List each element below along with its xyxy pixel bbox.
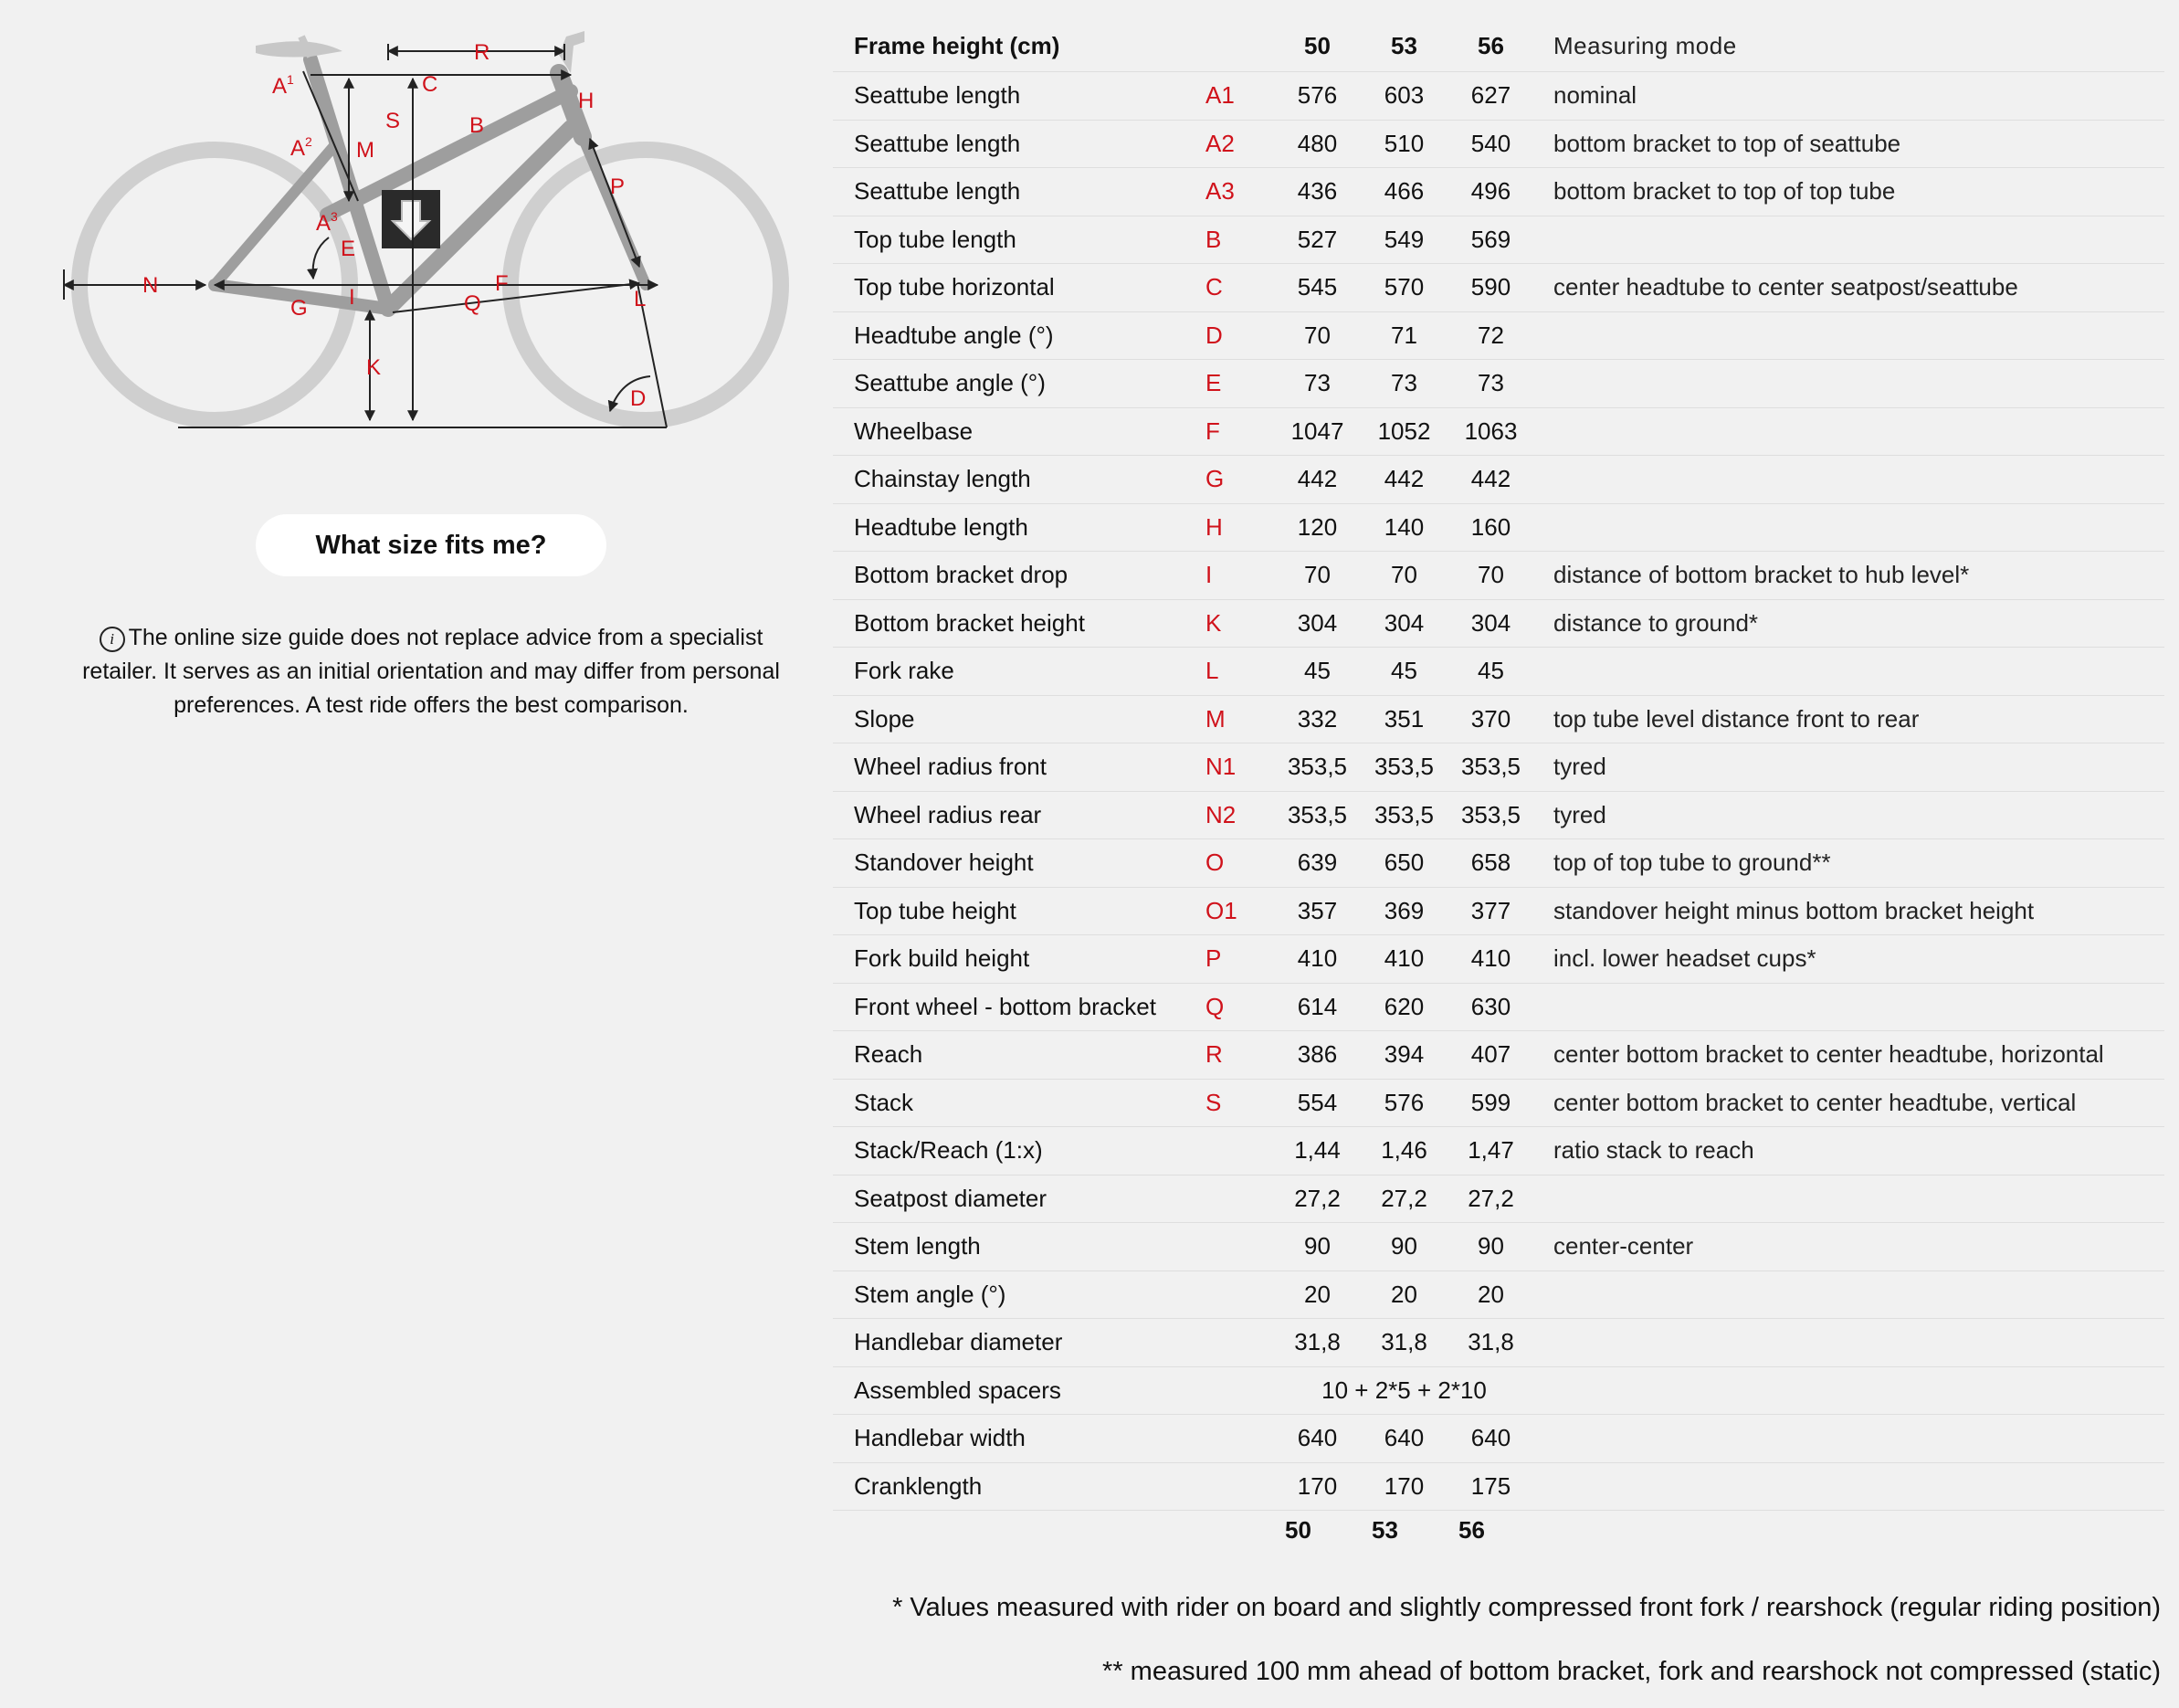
row-code (1205, 1270, 1274, 1319)
row-measuring-mode: tyred (1534, 743, 2164, 792)
row-code (1205, 1366, 1274, 1415)
header-measuring-mode: Measuring mode (1553, 31, 1737, 59)
row-code (1205, 1223, 1274, 1271)
label-h: H (578, 89, 595, 113)
row-value-56: 70 (1447, 552, 1534, 600)
row-measuring-mode (1534, 983, 2164, 1031)
label-s: S (385, 109, 401, 133)
row-value-56: 370 (1447, 695, 1534, 743)
row-code: S (1205, 1079, 1274, 1127)
row-name: Seattube length (833, 72, 1205, 121)
row-code: O1 (1205, 887, 1274, 935)
row-measuring-mode (1534, 648, 2164, 696)
row-code: F (1205, 407, 1274, 456)
row-code: L (1205, 648, 1274, 696)
row-measuring-mode: center bottom bracket to center headtube, vertical (1534, 1079, 2164, 1127)
row-name: Wheel radius front (833, 743, 1205, 792)
row-value-53: 394 (1361, 1031, 1447, 1080)
row-value-50: 27,2 (1274, 1175, 1361, 1223)
row-value-50: 576 (1274, 72, 1361, 121)
row-value-56: 599 (1447, 1079, 1534, 1127)
row-name: Seatpost diameter (833, 1175, 1205, 1223)
row-value-56: 496 (1447, 168, 1534, 216)
row-value-56: 540 (1447, 120, 1534, 168)
row-value-56: 640 (1447, 1415, 1534, 1463)
label-l: L (634, 287, 647, 311)
row-value-53: 650 (1361, 839, 1447, 888)
row-code: A1 (1205, 72, 1274, 121)
row-value-50: 353,5 (1274, 743, 1361, 792)
label-g: G (290, 296, 308, 321)
row-value-50: 436 (1274, 168, 1361, 216)
row-name: Bottom bracket height (833, 599, 1205, 648)
row-value-56: 90 (1447, 1223, 1534, 1271)
row-code: O (1205, 839, 1274, 888)
row-name: Seattube length (833, 168, 1205, 216)
row-value-56: 20 (1447, 1270, 1534, 1319)
row-measuring-mode: standover height minus bottom bracket height (1534, 887, 2164, 935)
row-measuring-mode (1534, 503, 2164, 552)
row-measuring-mode: center-center (1534, 1223, 2164, 1271)
row-code: P (1205, 935, 1274, 984)
row-code (1205, 1415, 1274, 1463)
row-measuring-mode: top of top tube to ground** (1534, 839, 2164, 888)
footer-size-56: 56 (1458, 1516, 1485, 1544)
row-value-50: 554 (1274, 1079, 1361, 1127)
row-measuring-mode: top tube level distance front to rear (1534, 695, 2164, 743)
footnote-1: * Values measured with rider on board and slightly compressed front fork / rearshock (regular riding position) (892, 1593, 2161, 1622)
row-value-53: 442 (1361, 456, 1447, 504)
row-name: Fork build height (833, 935, 1205, 984)
row-name: Fork rake (833, 648, 1205, 696)
row-value-56: 410 (1447, 935, 1534, 984)
row-value-53: 549 (1361, 216, 1447, 264)
label-q: Q (464, 291, 481, 316)
row-name: Chainstay length (833, 456, 1205, 504)
row-value-53: 73 (1361, 360, 1447, 408)
row-value-56: 353,5 (1447, 743, 1534, 792)
row-name: Handlebar width (833, 1415, 1205, 1463)
row-value-56: 630 (1447, 983, 1534, 1031)
row-value-50: 442 (1274, 456, 1361, 504)
row-code (1205, 1127, 1274, 1176)
what-size-fits-me-button[interactable]: What size fits me? (256, 514, 606, 576)
row-value-53: 70 (1361, 552, 1447, 600)
info-icon: i (100, 627, 125, 652)
label-r: R (474, 40, 490, 65)
row-name: Top tube horizontal (833, 264, 1205, 312)
header-size-50: 50 (1304, 31, 1331, 59)
row-value-56: 658 (1447, 839, 1534, 888)
row-measuring-mode: tyred (1534, 791, 2164, 839)
row-code: H (1205, 503, 1274, 552)
label-m: M (356, 138, 374, 163)
row-code (1205, 1175, 1274, 1223)
row-value-50: 386 (1274, 1031, 1361, 1080)
row-value-50: 31,8 (1274, 1319, 1361, 1367)
table-row (833, 935, 2164, 984)
notice-text: The online size guide does not replace advice from a specialist retailer. It serves as an initial orientation and may differ from personal preferences. A test ride offers the best comparison. (82, 625, 780, 718)
row-value-53: 620 (1361, 983, 1447, 1031)
table-row (833, 264, 2164, 312)
footer-size-53: 53 (1372, 1516, 1398, 1544)
footnote-2: ** measured 100 mm ahead of bottom bracket, fork and rearshock not compressed (static) (1102, 1657, 2161, 1686)
row-value-53: 31,8 (1361, 1319, 1447, 1367)
row-value-50: 70 (1274, 552, 1361, 600)
row-measuring-mode (1534, 1175, 2164, 1223)
table-row (833, 791, 2164, 839)
row-measuring-mode (1534, 1366, 2164, 1415)
row-name: Stack (833, 1079, 1205, 1127)
row-code: E (1205, 360, 1274, 408)
row-name: Stem length (833, 1223, 1205, 1271)
row-value-56: 377 (1447, 887, 1534, 935)
row-value-56: 304 (1447, 599, 1534, 648)
row-value-53: 45 (1361, 648, 1447, 696)
row-name: Bottom bracket drop (833, 552, 1205, 600)
table-header-row (833, 20, 2164, 72)
table-row (833, 839, 2164, 888)
row-value-56: 407 (1447, 1031, 1534, 1080)
row-value-53: 140 (1361, 503, 1447, 552)
row-name: Slope (833, 695, 1205, 743)
table-row (833, 1415, 2164, 1463)
label-e: E (341, 237, 356, 261)
row-measuring-mode: center headtube to center seatpost/seattube (1534, 264, 2164, 312)
header-frame-height: Frame height (cm) (854, 31, 1060, 59)
row-name: Handlebar diameter (833, 1319, 1205, 1367)
row-name: Wheelbase (833, 407, 1205, 456)
row-code: M (1205, 695, 1274, 743)
row-code: G (1205, 456, 1274, 504)
table-row (833, 1031, 2164, 1080)
row-value-53: 27,2 (1361, 1175, 1447, 1223)
table-row (833, 1079, 2164, 1127)
row-value-53: 304 (1361, 599, 1447, 648)
row-name: Stem angle (°) (833, 1270, 1205, 1319)
row-code: B (1205, 216, 1274, 264)
row-value-56: 569 (1447, 216, 1534, 264)
header-size-56: 56 (1478, 31, 1504, 59)
row-value-56: 1,47 (1447, 1127, 1534, 1176)
row-value-50: 545 (1274, 264, 1361, 312)
row-value-56: 45 (1447, 648, 1534, 696)
row-value-53: 466 (1361, 168, 1447, 216)
row-value-53: 170 (1361, 1462, 1447, 1511)
row-name: Top tube height (833, 887, 1205, 935)
row-measuring-mode (1534, 407, 2164, 456)
row-value-53: 570 (1361, 264, 1447, 312)
row-value-50: 1,44 (1274, 1127, 1361, 1176)
row-value-53: 353,5 (1361, 743, 1447, 792)
row-value-53: 603 (1361, 72, 1447, 121)
saddle (256, 41, 342, 57)
row-code: N2 (1205, 791, 1274, 839)
row-name: Wheel radius rear (833, 791, 1205, 839)
row-value-50: 73 (1274, 360, 1361, 408)
label-d: D (630, 386, 647, 411)
row-value-50: 70 (1274, 311, 1361, 360)
table-row (833, 503, 2164, 552)
label-k: K (366, 355, 382, 380)
table-row (833, 743, 2164, 792)
table-row (833, 72, 2164, 121)
row-code: N1 (1205, 743, 1274, 792)
row-value-56: 627 (1447, 72, 1534, 121)
table-row (833, 1270, 2164, 1319)
row-value-50: 90 (1274, 1223, 1361, 1271)
row-measuring-mode: bottom bracket to top of seattube (1534, 120, 2164, 168)
row-value-56: 442 (1447, 456, 1534, 504)
row-measuring-mode (1534, 456, 2164, 504)
table-row (833, 1319, 2164, 1367)
row-code (1205, 1462, 1274, 1511)
row-code: C (1205, 264, 1274, 312)
row-measuring-mode (1534, 216, 2164, 264)
row-value-50: 1047 (1274, 407, 1361, 456)
row-measuring-mode (1534, 1319, 2164, 1367)
table-row (833, 1462, 2164, 1511)
row-name: Headtube length (833, 503, 1205, 552)
row-value-53: 353,5 (1361, 791, 1447, 839)
row-value-53: 1,46 (1361, 1127, 1447, 1176)
row-value-53: 510 (1361, 120, 1447, 168)
label-f: F (495, 271, 509, 296)
row-value-56: 175 (1447, 1462, 1534, 1511)
row-value-56: 353,5 (1447, 791, 1534, 839)
row-measuring-mode: bottom bracket to top of top tube (1534, 168, 2164, 216)
row-value-56: 590 (1447, 264, 1534, 312)
label-b: B (469, 113, 485, 138)
table-row (833, 1223, 2164, 1271)
row-measuring-mode (1534, 360, 2164, 408)
row-value-53: 90 (1361, 1223, 1447, 1271)
row-name: Cranklength (833, 1462, 1205, 1511)
row-value-56: 160 (1447, 503, 1534, 552)
row-name: Reach (833, 1031, 1205, 1080)
row-value-53: 1052 (1361, 407, 1447, 456)
table-row (833, 407, 2164, 456)
table-row (833, 648, 2164, 696)
bike-geometry-diagram (37, 18, 804, 438)
row-value-50: 639 (1274, 839, 1361, 888)
row-value-53: 20 (1361, 1270, 1447, 1319)
row-measuring-mode (1534, 1462, 2164, 1511)
table-row (833, 168, 2164, 216)
table-row (833, 1127, 2164, 1176)
row-name: Top tube length (833, 216, 1205, 264)
row-value-53: 410 (1361, 935, 1447, 984)
row-measuring-mode: ratio stack to reach (1534, 1127, 2164, 1176)
row-value-56: 73 (1447, 360, 1534, 408)
row-measuring-mode (1534, 1270, 2164, 1319)
row-measuring-mode: distance of bottom bracket to hub level* (1534, 552, 2164, 600)
label-a2: $A^2$ (290, 134, 312, 161)
table-row (833, 216, 2164, 264)
row-measuring-mode: nominal (1534, 72, 2164, 121)
row-code: R (1205, 1031, 1274, 1080)
row-measuring-mode: distance to ground* (1534, 599, 2164, 648)
row-code: A2 (1205, 120, 1274, 168)
row-name: Standover height (833, 839, 1205, 888)
table-row (833, 1175, 2164, 1223)
size-guide-notice (75, 621, 787, 722)
table-row (833, 120, 2164, 168)
label-c: C (422, 72, 438, 97)
geometry-table (833, 20, 2164, 1511)
footer-size-50: 50 (1285, 1516, 1311, 1544)
row-name: Front wheel - bottom bracket (833, 983, 1205, 1031)
row-value-50: 45 (1274, 648, 1361, 696)
row-measuring-mode (1534, 311, 2164, 360)
table-row (833, 1366, 2164, 1415)
table-row (833, 552, 2164, 600)
row-code: A3 (1205, 168, 1274, 216)
row-name: Seattube length (833, 120, 1205, 168)
label-a1: $A^1$ (272, 72, 294, 99)
row-name: Seattube angle (°) (833, 360, 1205, 408)
row-value-50: 170 (1274, 1462, 1361, 1511)
row-value-50: 120 (1274, 503, 1361, 552)
row-value-53: 71 (1361, 311, 1447, 360)
table-row (833, 360, 2164, 408)
table-row (833, 887, 2164, 935)
table-row (833, 695, 2164, 743)
label-n: N (142, 273, 159, 298)
row-value-53: 640 (1361, 1415, 1447, 1463)
table-row (833, 456, 2164, 504)
row-code: Q (1205, 983, 1274, 1031)
row-value-50: 480 (1274, 120, 1361, 168)
row-value-50: 640 (1274, 1415, 1361, 1463)
row-value-56: 31,8 (1447, 1319, 1534, 1367)
row-value-50: 357 (1274, 887, 1361, 935)
row-value-50: 410 (1274, 935, 1361, 984)
row-value-50: 527 (1274, 216, 1361, 264)
row-name: Headtube angle (°) (833, 311, 1205, 360)
row-value-50: 304 (1274, 599, 1361, 648)
row-value-53: 576 (1361, 1079, 1447, 1127)
table-row (833, 599, 2164, 648)
row-value-53: 369 (1361, 887, 1447, 935)
row-value-50: 20 (1274, 1270, 1361, 1319)
row-code: I (1205, 552, 1274, 600)
label-i: I (349, 285, 355, 310)
row-code: K (1205, 599, 1274, 648)
label-p: P (610, 174, 626, 199)
row-name: Stack/Reach (1:x) (833, 1127, 1205, 1176)
row-code (1205, 1319, 1274, 1367)
row-value-50: 614 (1274, 983, 1361, 1031)
row-value-56: 72 (1447, 311, 1534, 360)
header-size-53: 53 (1391, 31, 1417, 59)
row-value-56: 1063 (1447, 407, 1534, 456)
row-measuring-mode: incl. lower headset cups* (1534, 935, 2164, 984)
row-code: D (1205, 311, 1274, 360)
row-name: Assembled spacers (833, 1366, 1205, 1415)
row-value-50: 353,5 (1274, 791, 1361, 839)
table-row (833, 311, 2164, 360)
label-a3: $A^3$ (316, 209, 338, 236)
row-value-53: 351 (1361, 695, 1447, 743)
row-measuring-mode (1534, 1415, 2164, 1463)
row-value-56: 27,2 (1447, 1175, 1534, 1223)
row-value-span: 10 + 2*5 + 2*10 (1274, 1366, 1534, 1415)
table-row (833, 983, 2164, 1031)
row-measuring-mode: center bottom bracket to center headtube, horizontal (1534, 1031, 2164, 1080)
row-value-50: 332 (1274, 695, 1361, 743)
